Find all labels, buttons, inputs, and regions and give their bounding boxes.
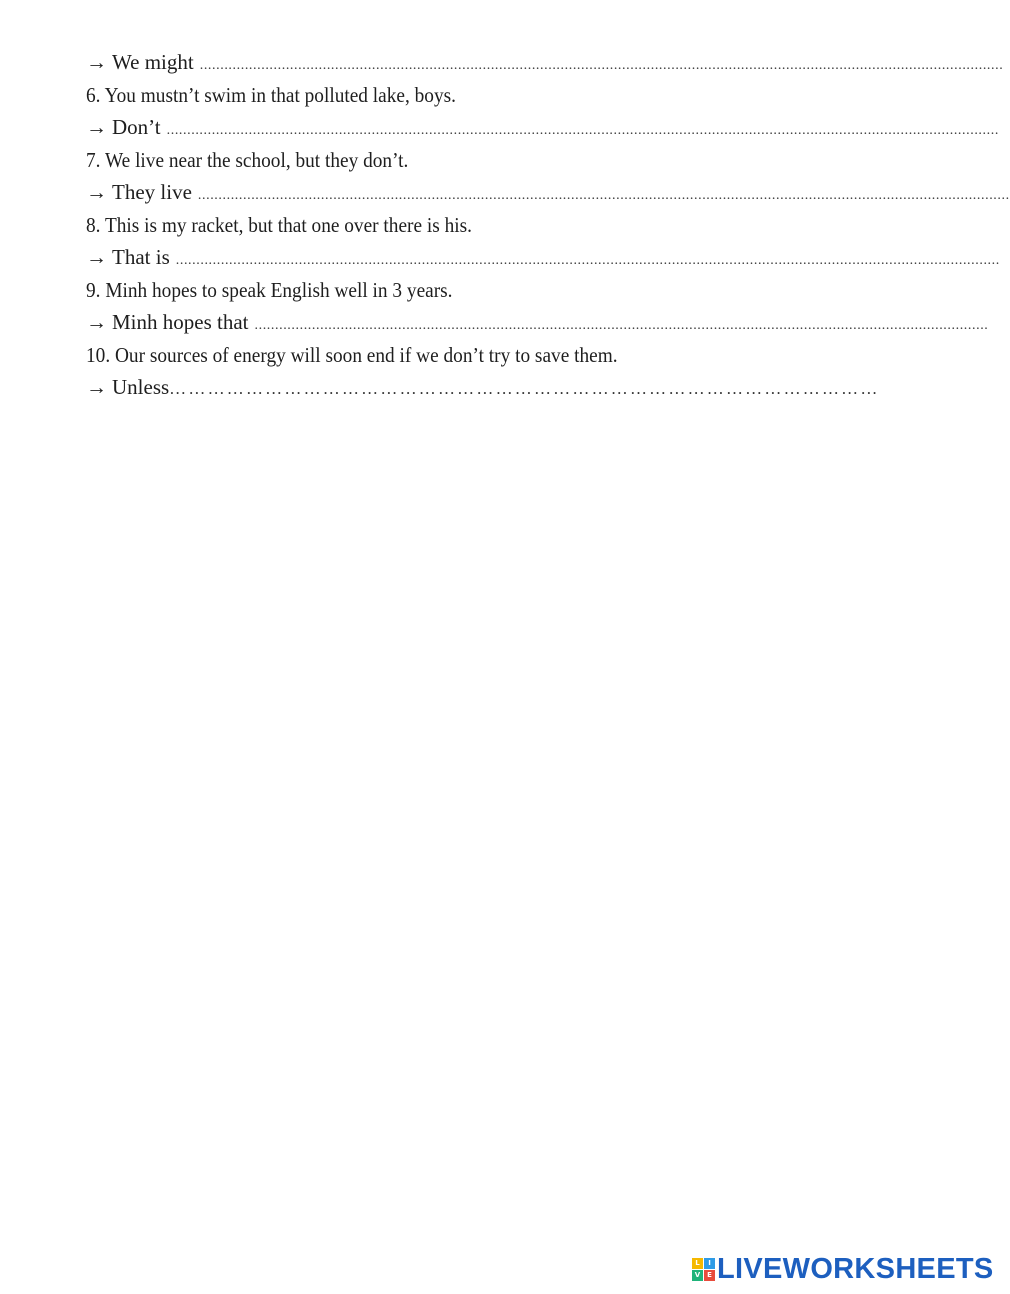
brand-name: LIVEWORKSHEETS [717,1253,994,1285]
liveworksheets-logo [692,1254,994,1284]
arrow-icon: → [86,115,107,139]
answer-blank[interactable]: ………………………………………………………………………………………………… [169,379,880,398]
arrow-icon: → [86,245,107,269]
answer-line-8 [86,241,1000,274]
answer-prefix: They live [112,180,192,204]
question-6: 6. You mustn’t swim in that polluted lake, boys. [86,82,456,107]
answer-line-5 [86,46,1004,79]
answer-blank[interactable]: .................................................................................................................................................................................................... [199,58,1004,73]
answer-blank[interactable]: ........................................................................................................................................................................................................... [166,123,999,138]
question-7: 7. We live near the school, but they don’t. [86,147,409,172]
worksheet [86,46,1010,404]
question-8: 8. This is my racket, but that one over there is his. [86,212,472,237]
arrow-icon: → [86,50,107,74]
answer-blank[interactable]: ................................................................................................................................................................................... [254,318,989,333]
answer-prefix: Unless [112,375,170,399]
logo-icon: L I V E [692,1258,715,1281]
answer-blank[interactable]: ...................................................................................................................................................................................................... [197,188,1010,203]
arrow-icon: → [86,310,107,334]
answer-prefix: Don’t [112,115,161,139]
arrow-icon: → [86,375,107,399]
answer-line-9 [86,306,989,339]
answer-blank[interactable]: ......................................................................................................................................................................................................... [175,253,1000,268]
answer-line-7 [86,176,1010,209]
question-10: 10. Our sources of energy will soon end if we don’t try to save them. [86,342,618,367]
arrow-icon: → [86,180,107,204]
answer-line-10 [86,371,886,404]
answer-prefix: That is [112,245,170,269]
answer-prefix: Minh hopes that [112,310,249,334]
answer-prefix: We might [112,50,194,74]
question-9: 9. Minh hopes to speak English well in 3 years. [86,277,453,302]
answer-line-6 [86,111,999,144]
